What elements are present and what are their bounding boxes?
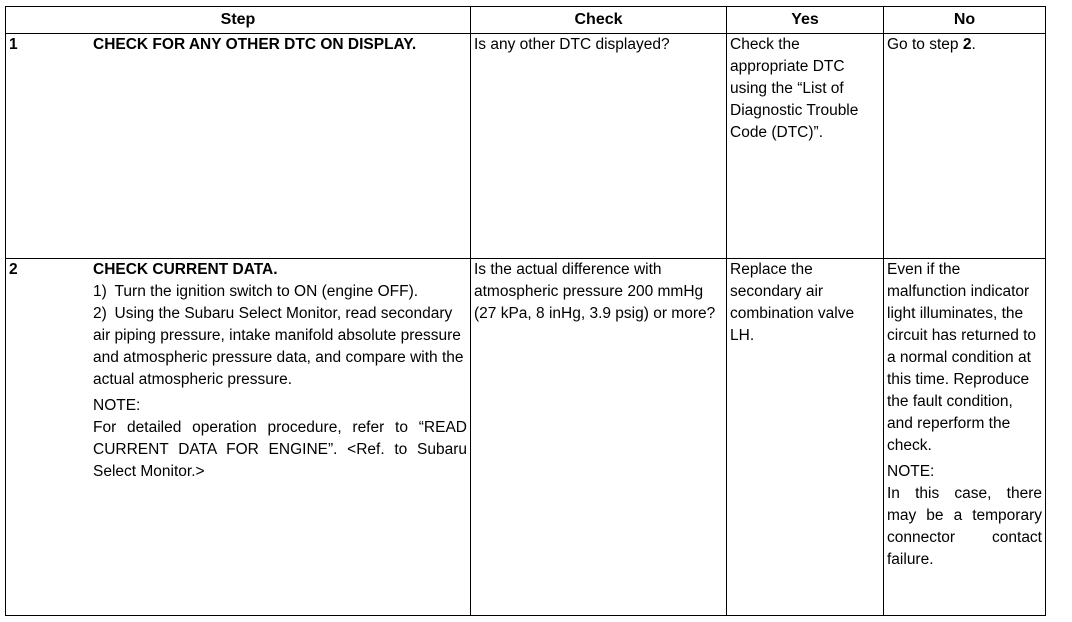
header-no: No bbox=[884, 7, 1046, 34]
check-text: Is the actual difference with atmospheric pressure 200 mmHg (27 kPa, 8 inHg, 3.9 psig) or more? bbox=[474, 261, 716, 322]
step-cell bbox=[6, 34, 471, 259]
check-cell bbox=[471, 259, 727, 616]
diagnostic-table bbox=[5, 6, 1046, 616]
check-text: Is any other DTC displayed? bbox=[474, 36, 670, 53]
no-text-suffix: . bbox=[971, 36, 976, 53]
table-row bbox=[6, 259, 1046, 616]
yes-text: Replace the secondary air combination valve LH. bbox=[730, 261, 855, 344]
no-step-link: 2 bbox=[962, 36, 972, 53]
note-label: NOTE: bbox=[93, 397, 141, 414]
no-cell bbox=[884, 259, 1046, 616]
step-number: 2 bbox=[9, 261, 18, 278]
step-title: CHECK CURRENT DATA. bbox=[93, 261, 278, 278]
header-row bbox=[6, 7, 1046, 34]
note-text: For detailed operation procedure, refer to “READ CURRENT DATA FOR ENGINE”. <Ref. to Subaru Select Monitor.> bbox=[93, 419, 467, 480]
no-cell bbox=[884, 34, 1046, 259]
no-text bbox=[887, 34, 1042, 56]
table-row bbox=[6, 34, 1046, 259]
no-text: Even if the malfunction indicator light illuminates, the circuit has returned to a normal condition at this time. Reproduce the fault condition, and reperform the check. bbox=[887, 261, 1037, 454]
step-cell bbox=[6, 259, 471, 616]
check-cell bbox=[471, 34, 727, 259]
substep-2: 2) Using the Subaru Select Monitor, read secondary air piping pressure, intake manifold absolute pressure and atmospheric pressure data, and compare with the actual atmospheric pressure. bbox=[93, 305, 464, 388]
step-number: 1 bbox=[9, 36, 18, 53]
no-note-label: NOTE: bbox=[887, 463, 935, 480]
yes-text: Check the appropriate DTC using the “List of Diagnostic Trouble Code (DTC)”. bbox=[730, 36, 859, 141]
yes-cell bbox=[727, 34, 884, 259]
header-check: Check bbox=[471, 7, 727, 34]
header-step: Step bbox=[6, 7, 471, 34]
substep-1: 1) Turn the ignition switch to ON (engine OFF). bbox=[93, 283, 419, 300]
header-yes: Yes bbox=[727, 7, 884, 34]
yes-cell bbox=[727, 259, 884, 616]
no-note-text: In this case, there may be a temporary connector contact failure. bbox=[887, 485, 1042, 568]
step-title: CHECK FOR ANY OTHER DTC ON DISPLAY. bbox=[93, 36, 417, 53]
no-text-prefix: Go to step bbox=[887, 36, 963, 53]
